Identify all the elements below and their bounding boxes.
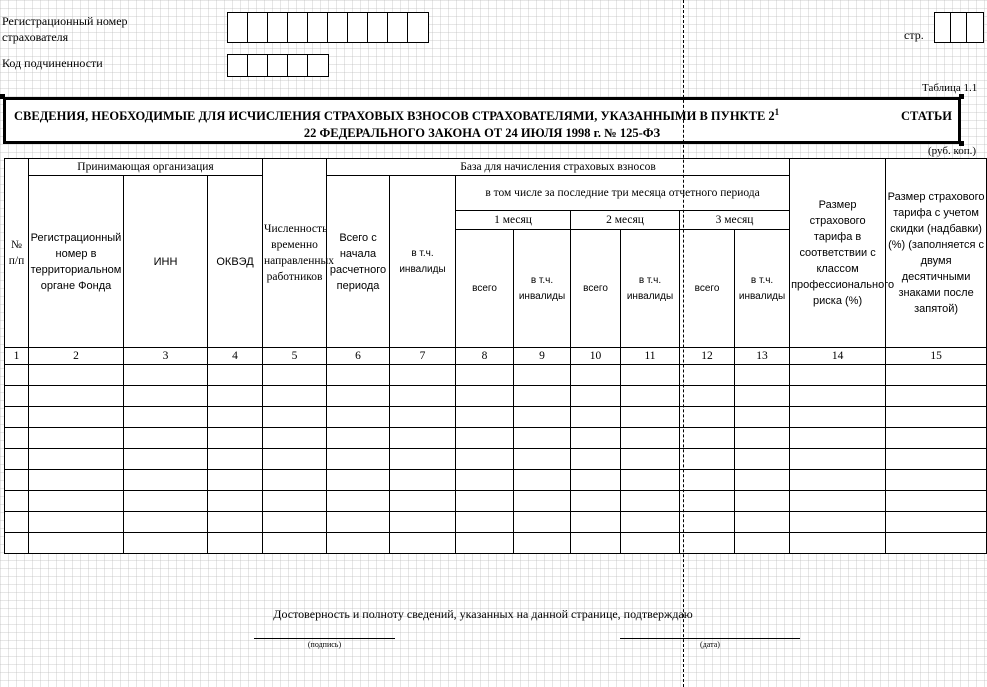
- table-row: [5, 512, 987, 533]
- table-cell[interactable]: [124, 533, 208, 554]
- table-cell[interactable]: [124, 365, 208, 386]
- contributions-table: [4, 158, 987, 554]
- reg-number-cell[interactable]: [288, 13, 308, 42]
- col-disabled-header: в т.ч. инвалиды: [390, 176, 456, 348]
- reg-number-cells[interactable]: [227, 12, 429, 43]
- table-cell[interactable]: [456, 491, 514, 512]
- table-cell[interactable]: [886, 512, 987, 533]
- column-number: 5: [263, 348, 327, 365]
- table-cell[interactable]: [208, 407, 263, 428]
- table-cell[interactable]: [571, 470, 621, 491]
- table-cell[interactable]: [790, 449, 886, 470]
- table-cell[interactable]: [208, 470, 263, 491]
- column-number: 15: [886, 348, 987, 365]
- table-cell[interactable]: [621, 407, 680, 428]
- table-cell[interactable]: [263, 512, 327, 533]
- table-cell[interactable]: [390, 386, 456, 407]
- table-cell[interactable]: [29, 470, 124, 491]
- page-number-cell[interactable]: [967, 13, 983, 42]
- reg-number-cell[interactable]: [268, 13, 288, 42]
- table-cell[interactable]: [514, 428, 571, 449]
- table-cell[interactable]: [263, 386, 327, 407]
- table-cell[interactable]: [390, 512, 456, 533]
- reg-number-cell[interactable]: [368, 13, 388, 42]
- column-numbers-row: [5, 348, 987, 365]
- sub-code-cell[interactable]: [248, 55, 268, 76]
- table-cell[interactable]: [514, 533, 571, 554]
- table-cell[interactable]: [571, 428, 621, 449]
- table-cell[interactable]: [208, 428, 263, 449]
- table-cell[interactable]: [571, 407, 621, 428]
- table-cell[interactable]: [621, 386, 680, 407]
- table-cell[interactable]: [263, 470, 327, 491]
- table-cell[interactable]: [514, 386, 571, 407]
- sub-code-cell[interactable]: [288, 55, 308, 76]
- table-cell[interactable]: [790, 407, 886, 428]
- table-cell[interactable]: [735, 533, 790, 554]
- table-cell[interactable]: [735, 407, 790, 428]
- table-cell[interactable]: [456, 533, 514, 554]
- table-cell[interactable]: [124, 491, 208, 512]
- table-cell[interactable]: [5, 512, 29, 533]
- table-cell[interactable]: [790, 428, 886, 449]
- page-number-cell[interactable]: [935, 13, 951, 42]
- col-okved-header: ОКВЭД: [208, 176, 263, 348]
- title-line-1-end: СТАТЬИ: [901, 109, 952, 123]
- table-cell[interactable]: [124, 449, 208, 470]
- month-3-header: 3 месяц: [680, 211, 790, 230]
- table-row: [5, 428, 987, 449]
- reg-number-cell[interactable]: [308, 13, 328, 42]
- table-cell[interactable]: [456, 512, 514, 533]
- table-cell[interactable]: [621, 512, 680, 533]
- table-cell[interactable]: [680, 449, 735, 470]
- signature-caption: (подпись): [307, 640, 342, 649]
- month-2-total-header: всего: [571, 230, 621, 348]
- col-total-header: Всего с начала расчетного периода: [327, 176, 390, 348]
- table-cell[interactable]: [124, 512, 208, 533]
- month-1-disabled-header: в т.ч. инвалиды: [514, 230, 571, 348]
- table-cell[interactable]: [680, 470, 735, 491]
- table-cell[interactable]: [124, 428, 208, 449]
- table-row: [5, 491, 987, 512]
- table-row: [5, 386, 987, 407]
- table-cell[interactable]: [886, 449, 987, 470]
- table-cell[interactable]: [327, 533, 390, 554]
- reg-number-label: Регистрационный номер страхователя: [2, 14, 128, 44]
- table-cell[interactable]: [514, 449, 571, 470]
- table-cell[interactable]: [571, 449, 621, 470]
- table-cell[interactable]: [514, 491, 571, 512]
- title-superscript: 1: [774, 107, 780, 117]
- table-cell[interactable]: [456, 365, 514, 386]
- table-cell[interactable]: [790, 386, 886, 407]
- table-cell[interactable]: [514, 470, 571, 491]
- month-2-disabled-header: в т.ч. инвалиды: [621, 230, 680, 348]
- table-cell[interactable]: [790, 365, 886, 386]
- column-number: 13: [735, 348, 790, 365]
- table-cell[interactable]: [621, 449, 680, 470]
- table-row: [5, 365, 987, 386]
- table-cell[interactable]: [327, 386, 390, 407]
- table-cell[interactable]: [327, 365, 390, 386]
- column-number: 11: [621, 348, 680, 365]
- document-title: [3, 97, 961, 144]
- month-3-disabled-header: в т.ч. инвалиды: [735, 230, 790, 348]
- page-number-cells[interactable]: [934, 12, 984, 43]
- table-cell[interactable]: [886, 386, 987, 407]
- table-cell[interactable]: [208, 512, 263, 533]
- confirmation-text: Достоверность и полноту сведений, указанных на данной странице, подтверждаю: [273, 607, 693, 621]
- column-number: 8: [456, 348, 514, 365]
- sub-code-label: Код подчиненности: [2, 56, 103, 70]
- reg-number-cell[interactable]: [248, 13, 268, 42]
- group-receiving-org: Принимающая организация: [29, 159, 263, 176]
- reg-number-cell[interactable]: [228, 13, 248, 42]
- table-cell[interactable]: [621, 365, 680, 386]
- table-cell[interactable]: [5, 491, 29, 512]
- table-cell[interactable]: [680, 491, 735, 512]
- table-cell[interactable]: [263, 428, 327, 449]
- table-cell[interactable]: [29, 533, 124, 554]
- table-cell[interactable]: [327, 512, 390, 533]
- title-line-1: СВЕДЕНИЯ, НЕОБХОДИМЫЕ ДЛЯ ИСЧИСЛЕНИЯ СТРАХОВЫХ ВЗНОСОВ СТРАХОВАТЕЛЯМИ, УКАЗАННЫМИ В ПУНКТЕ 2: [14, 109, 775, 123]
- table-cell[interactable]: [327, 449, 390, 470]
- table-cell[interactable]: [735, 512, 790, 533]
- table-cell[interactable]: [29, 512, 124, 533]
- table-cell[interactable]: [263, 491, 327, 512]
- table-cell[interactable]: [735, 491, 790, 512]
- table-cell[interactable]: [571, 365, 621, 386]
- sub-code-cells[interactable]: [227, 54, 329, 77]
- table-cell[interactable]: [886, 428, 987, 449]
- table-cell[interactable]: [514, 512, 571, 533]
- month-2-header: 2 месяц: [571, 211, 680, 230]
- table-cell[interactable]: [790, 491, 886, 512]
- table-cell[interactable]: [680, 407, 735, 428]
- column-number: 2: [29, 348, 124, 365]
- table-cell[interactable]: [327, 428, 390, 449]
- col-workers-header: Численность временно направленных работников: [263, 159, 327, 348]
- reg-number-cell[interactable]: [388, 13, 408, 42]
- col-regnum-header: Регистрационный номер в территориальном органе Фонда: [29, 176, 124, 348]
- table-cell[interactable]: [29, 491, 124, 512]
- fold-line: [683, 0, 684, 687]
- corner-marker: [0, 94, 5, 99]
- page-number-cell[interactable]: [951, 13, 967, 42]
- table-cell[interactable]: [208, 533, 263, 554]
- table-row: [5, 407, 987, 428]
- table-cell[interactable]: [735, 386, 790, 407]
- table-cell[interactable]: [390, 491, 456, 512]
- date-caption: (дата): [700, 640, 720, 649]
- table-cell[interactable]: [124, 407, 208, 428]
- table-cell[interactable]: [5, 428, 29, 449]
- table-cell[interactable]: [680, 428, 735, 449]
- table-cell[interactable]: [124, 470, 208, 491]
- table-cell[interactable]: [790, 533, 886, 554]
- month-1-header: 1 месяц: [456, 211, 571, 230]
- table-cell[interactable]: [514, 407, 571, 428]
- table-cell[interactable]: [886, 365, 987, 386]
- table-cell[interactable]: [735, 365, 790, 386]
- column-number: 4: [208, 348, 263, 365]
- table-cell[interactable]: [263, 365, 327, 386]
- table-cell[interactable]: [327, 491, 390, 512]
- table-cell[interactable]: [621, 533, 680, 554]
- table-cell[interactable]: [886, 491, 987, 512]
- table-cell[interactable]: [208, 449, 263, 470]
- corner-marker: [959, 94, 964, 99]
- table-cell[interactable]: [790, 470, 886, 491]
- table-cell[interactable]: [456, 386, 514, 407]
- page-label: стр.: [904, 28, 924, 42]
- table-cell[interactable]: [390, 533, 456, 554]
- table-cell[interactable]: [263, 407, 327, 428]
- signature-line[interactable]: [254, 638, 395, 639]
- group-last-three-months: в том числе за последние три месяца отчетного периода: [456, 176, 790, 211]
- table-cell[interactable]: [456, 449, 514, 470]
- table-reference: Таблица 1.1: [922, 82, 978, 94]
- table-cell[interactable]: [456, 428, 514, 449]
- table-row: [5, 449, 987, 470]
- table-cell[interactable]: [29, 386, 124, 407]
- table-cell[interactable]: [29, 407, 124, 428]
- group-contribution-base: База для начисления страховых взносов: [327, 159, 790, 176]
- table-cell[interactable]: [621, 428, 680, 449]
- units-label: (руб. коп.): [928, 145, 977, 157]
- table-cell[interactable]: [5, 449, 29, 470]
- table-cell[interactable]: [208, 365, 263, 386]
- col-inn-header: ИНН: [124, 176, 208, 348]
- col-number-header: № п/п: [5, 159, 29, 348]
- date-line[interactable]: [620, 638, 800, 639]
- column-number: 7: [390, 348, 456, 365]
- table-cell[interactable]: [571, 386, 621, 407]
- title-line-2: 22 ФЕДЕРАЛЬНОГО ЗАКОНА ОТ 24 ИЮЛЯ 1998 г. № 125-ФЗ: [303, 126, 661, 140]
- table-cell[interactable]: [735, 449, 790, 470]
- table-cell[interactable]: [29, 365, 124, 386]
- table-cell[interactable]: [5, 386, 29, 407]
- table-cell[interactable]: [514, 365, 571, 386]
- table-cell[interactable]: [390, 428, 456, 449]
- table-cell[interactable]: [571, 491, 621, 512]
- month-3-total-header: всего: [680, 230, 735, 348]
- table-cell[interactable]: [680, 365, 735, 386]
- table-cell[interactable]: [621, 470, 680, 491]
- table-cell[interactable]: [390, 470, 456, 491]
- table-cell[interactable]: [390, 407, 456, 428]
- reg-number-cell[interactable]: [348, 13, 368, 42]
- table-cell[interactable]: [5, 533, 29, 554]
- column-number: 14: [790, 348, 886, 365]
- table-cell[interactable]: [208, 491, 263, 512]
- table-cell[interactable]: [29, 449, 124, 470]
- table-cell[interactable]: [735, 428, 790, 449]
- table-cell[interactable]: [456, 470, 514, 491]
- table-cell[interactable]: [390, 449, 456, 470]
- table-cell[interactable]: [886, 407, 987, 428]
- month-1-total-header: всего: [456, 230, 514, 348]
- table-cell[interactable]: [263, 533, 327, 554]
- table-cell[interactable]: [621, 491, 680, 512]
- column-number: 3: [124, 348, 208, 365]
- table-cell[interactable]: [680, 533, 735, 554]
- reg-number-cell[interactable]: [328, 13, 348, 42]
- col-tariff-header: Размер страхового тарифа в соответствии с классом профессионального риска (%): [790, 159, 886, 348]
- table-cell[interactable]: [680, 386, 735, 407]
- column-number: 1: [5, 348, 29, 365]
- table-cell[interactable]: [327, 470, 390, 491]
- table-cell[interactable]: [790, 512, 886, 533]
- table-cell[interactable]: [456, 407, 514, 428]
- table-cell[interactable]: [735, 470, 790, 491]
- sub-code-cell[interactable]: [268, 55, 288, 76]
- table-cell[interactable]: [327, 407, 390, 428]
- sub-code-cell[interactable]: [308, 55, 328, 76]
- table-cell[interactable]: [5, 407, 29, 428]
- table-cell[interactable]: [571, 533, 621, 554]
- table-cell[interactable]: [886, 533, 987, 554]
- table-cell[interactable]: [263, 449, 327, 470]
- column-number: 6: [327, 348, 390, 365]
- table-row: [5, 533, 987, 554]
- table-cell[interactable]: [5, 365, 29, 386]
- table-cell[interactable]: [5, 470, 29, 491]
- column-number: 10: [571, 348, 621, 365]
- column-number: 9: [514, 348, 571, 365]
- table-cell[interactable]: [29, 428, 124, 449]
- table-row: [5, 470, 987, 491]
- table-cell[interactable]: [208, 386, 263, 407]
- table-cell[interactable]: [124, 386, 208, 407]
- col-tariff-discount-header: Размер страхового тарифа с учетом скидки (надбавки) (%) (заполняется с двумя десятичными знаками после запятой): [886, 159, 987, 348]
- column-number: 12: [680, 348, 735, 365]
- table-cell[interactable]: [886, 470, 987, 491]
- sub-code-cell[interactable]: [228, 55, 248, 76]
- table-cell[interactable]: [390, 365, 456, 386]
- table-body: [5, 365, 987, 554]
- table-cell[interactable]: [680, 512, 735, 533]
- table-cell[interactable]: [571, 512, 621, 533]
- reg-number-cell[interactable]: [408, 13, 428, 42]
